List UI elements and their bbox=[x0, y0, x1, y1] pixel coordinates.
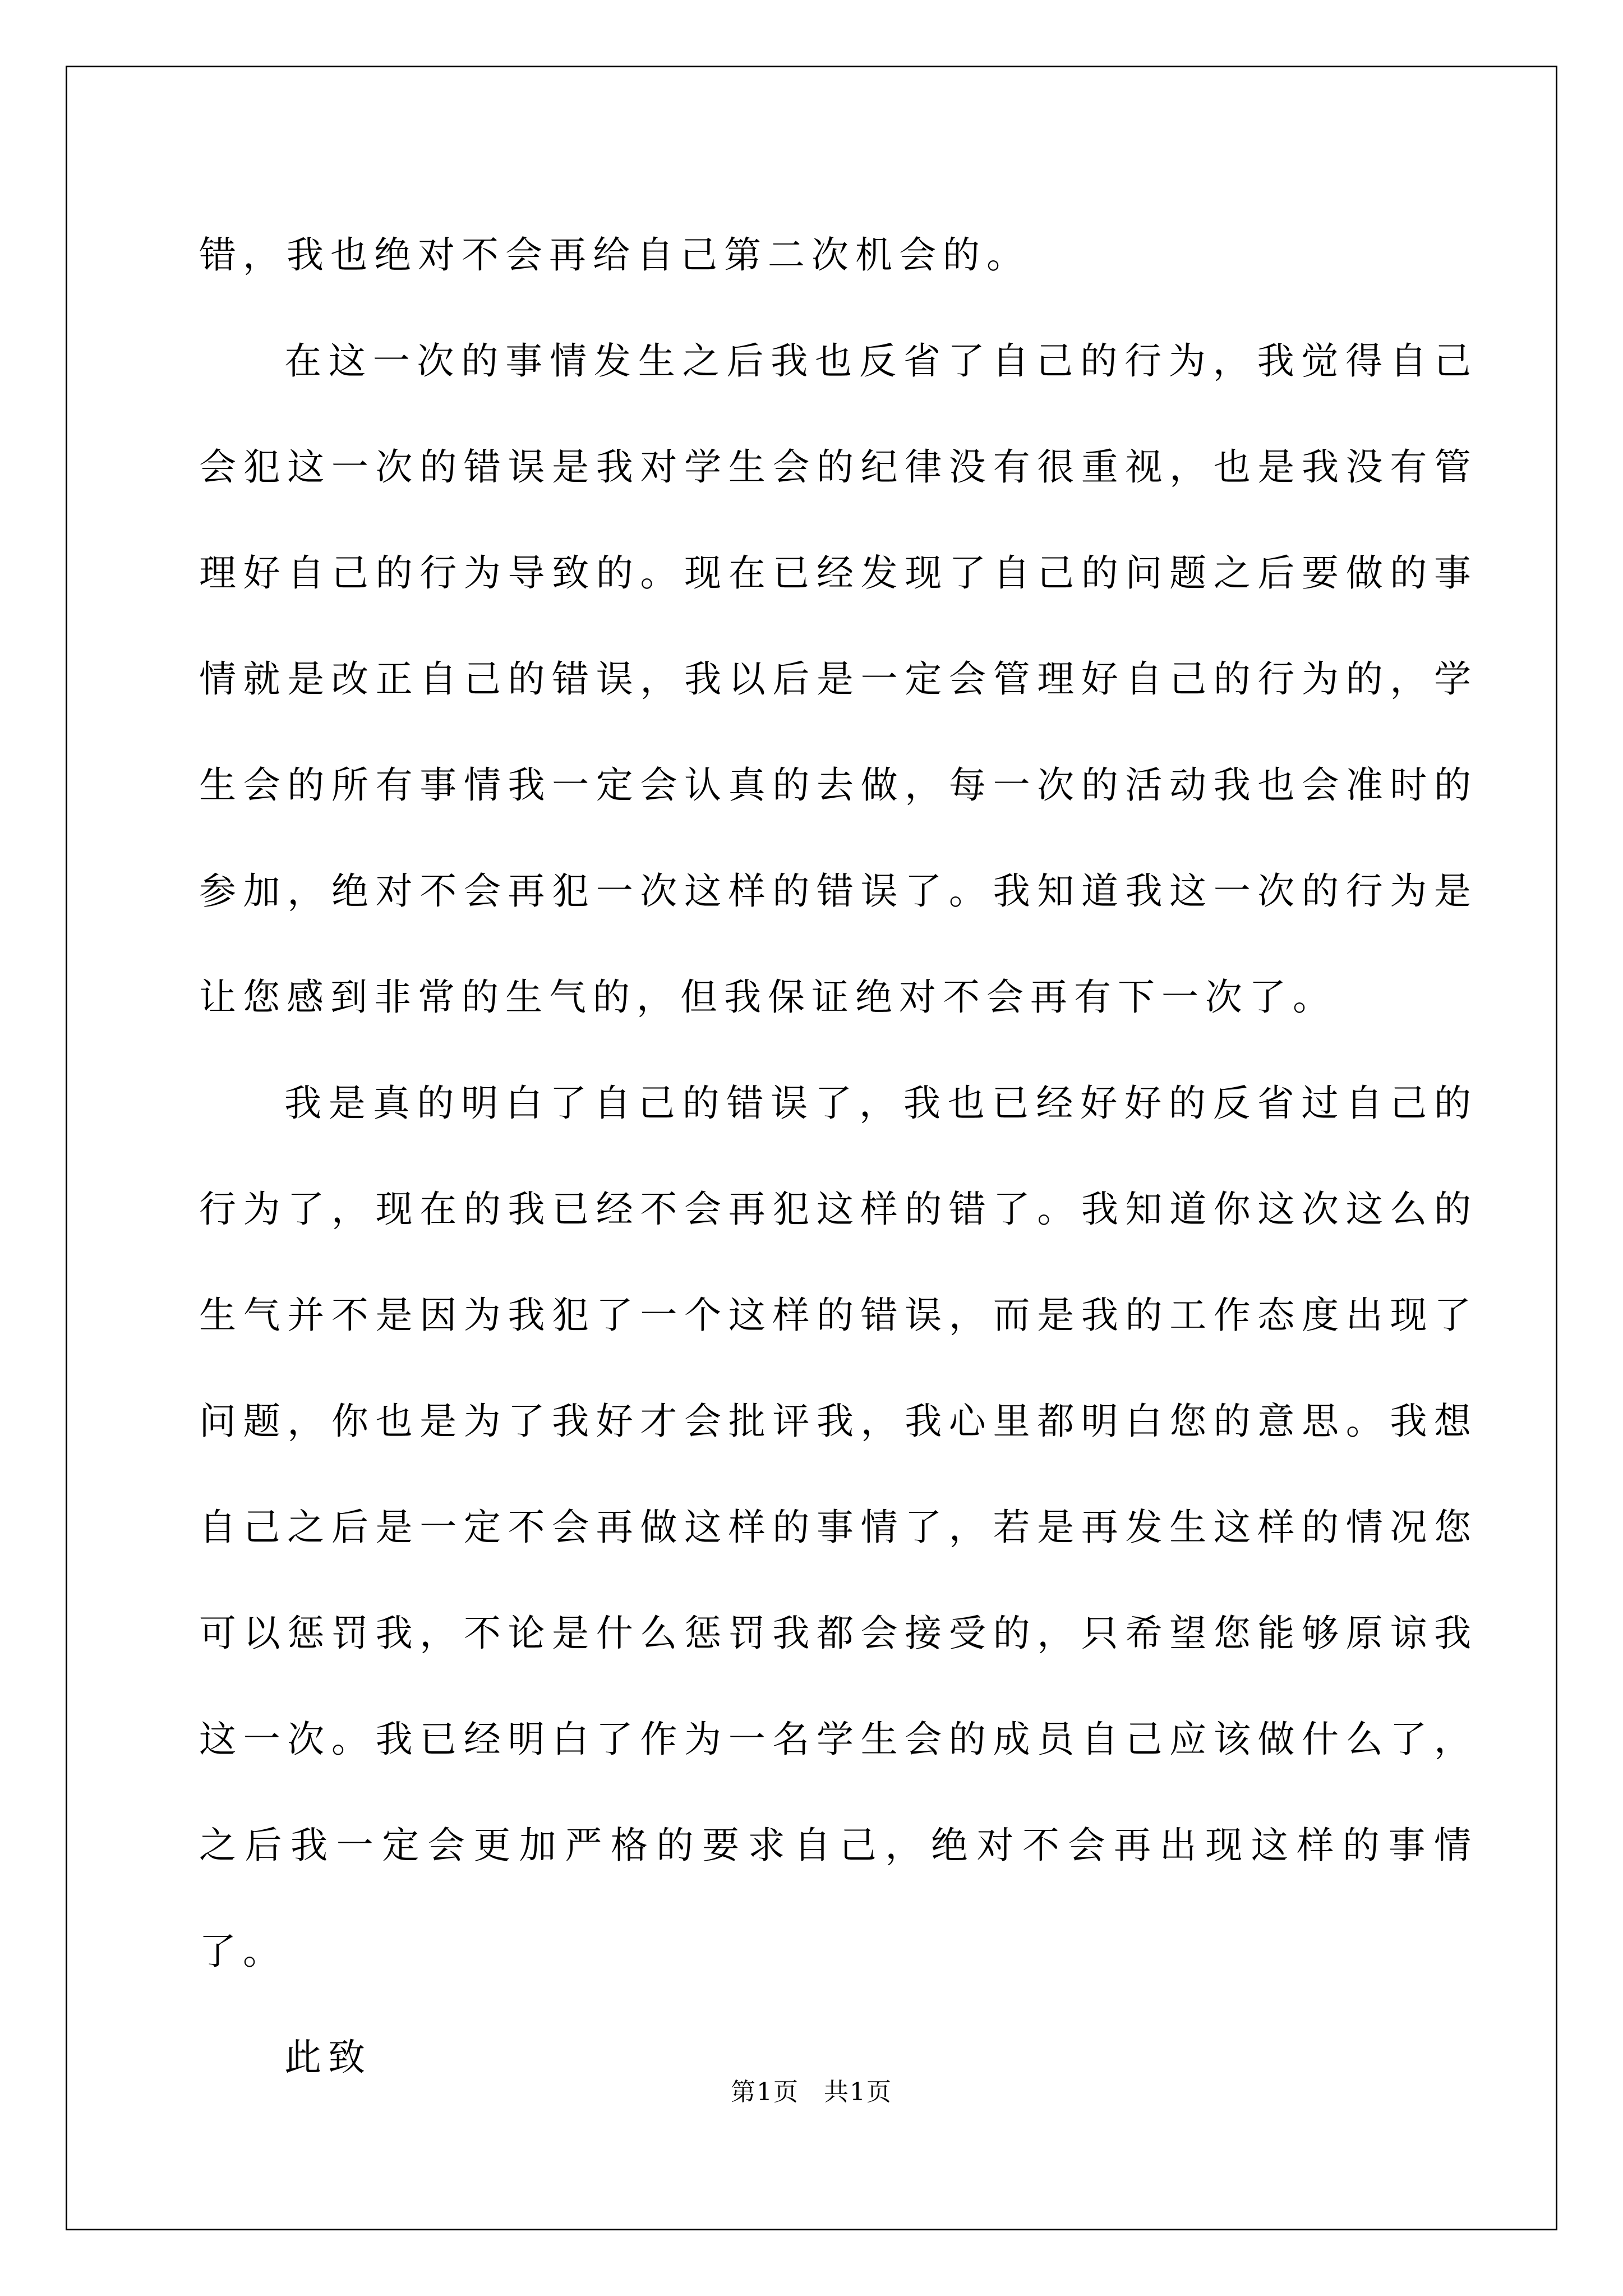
document-body bbox=[199, 202, 1478, 2079]
paragraph-3: 我是真的明白了自己的错误了，我也已经好好的反省过自己的行为了，现在的我已经不会再犯这样的错了。我知道你这次这么的生气并不是因为我犯了一个这样的错误，而是我的工作态度出现了问题，你也是为了我好才会批评我，我心里都明白您的意思。我想自己之后是一定不会再做这样的事情了，若是再发生这样的情况您可以惩罚我，不论是什么惩罚我都会接受的，只希望您能够原谅我这一次。我已经明白了作为一名学生会的成员自己应该做什么了，之后我一定会更加严格的要求自己，绝对不会再出现这样的事情了。 bbox=[199, 1082, 1478, 1973]
paragraph-2: 在这一次的事情发生之后我也反省了自己的行为，我觉得自己会犯这一次的错误是我对学生会的纪律没有很重视，也是我没有管理好自己的行为导致的。现在已经发现了自己的问题之后要做的事情就是改正自己的错误，我以后是一定会管理好自己的行为的，学生会的所有事情我一定会认真的去做，每一次的活动我也会准时的参加，绝对不会再犯一次这样的错误了。我知道我这一次的行为是让您感到非常的生气的，但我保证绝对不会再有下一次了。 bbox=[199, 339, 1478, 1019]
page-number-total: 共1页 bbox=[824, 2078, 892, 2106]
closing-salutation: 此致 bbox=[284, 2036, 372, 2079]
paragraph-1: 错，我也绝对不会再给自己第二次机会的。 bbox=[199, 233, 1030, 277]
page-footer bbox=[0, 2076, 1623, 2109]
page-number-current: 第1页 bbox=[731, 2078, 799, 2106]
